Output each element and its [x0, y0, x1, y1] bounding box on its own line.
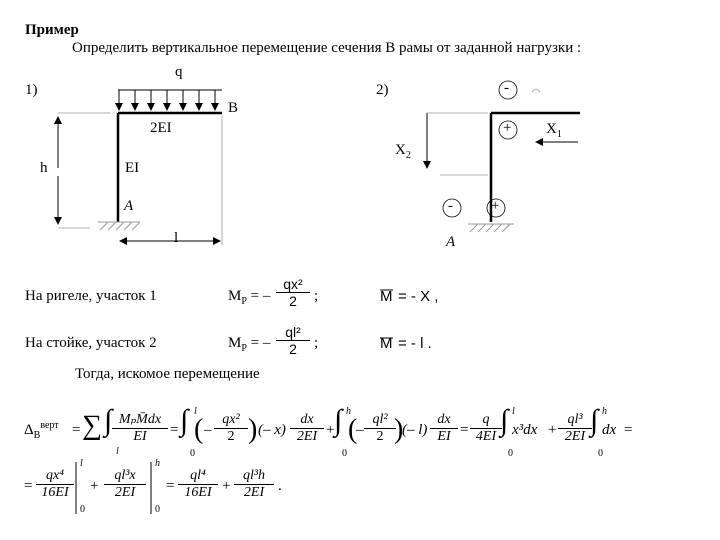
frac-mp-mbar: MₚM̄dx EI — [112, 412, 168, 445]
int3-upper: l — [512, 406, 515, 417]
sign-bottom-left: - — [448, 198, 453, 214]
row2-mbar-rhs: = - l . — [398, 335, 432, 352]
res-plus-1: + — [90, 478, 99, 494]
eq-3: = — [624, 422, 633, 438]
row1-sep: ; — [314, 288, 319, 304]
support2-label: A — [446, 234, 456, 250]
x1-letter: X — [546, 121, 557, 137]
column-stiffness: EI — [125, 160, 140, 176]
limit-sum: l — [116, 446, 119, 457]
res-frac-ql3h: $\frac{\text{ql³h}}{2EI}$ — [234, 468, 274, 501]
res-eq-0: = — [24, 478, 33, 494]
distributed-load-arrows — [119, 90, 215, 110]
paren-minus-l: (– l) — [402, 422, 428, 438]
height-label: h — [40, 160, 48, 176]
paren-minus-x: (– x) — [258, 422, 286, 438]
frac-ql2: $\frac{\text{ql²}}{2}$ — [364, 412, 396, 445]
res-plus-2: + — [222, 478, 231, 494]
length-label: l — [174, 230, 179, 246]
int4-upper: h — [602, 406, 607, 417]
frame1 — [58, 90, 222, 245]
res-limit-1-up: l — [80, 458, 83, 469]
x2-label — [395, 142, 411, 161]
support1-hatch — [100, 222, 140, 230]
int3-lower: 0 — [508, 448, 513, 459]
int2-upper: h — [346, 406, 351, 417]
minus-2: – — [356, 422, 364, 438]
eq-1: = — [170, 422, 179, 438]
row1-mp: $M_P$ = – — [228, 288, 271, 307]
integral-0: ∫ — [104, 404, 113, 437]
plus-2: + — [548, 422, 557, 438]
diagram2-number: 2) — [376, 82, 389, 98]
integral-1: ∫ — [180, 404, 189, 437]
x2-sub: 2 — [405, 150, 411, 161]
row2-sep: ; — [314, 335, 319, 351]
res-limit-1-low: 0 — [80, 504, 85, 515]
sign-corner: + — [503, 120, 512, 136]
row2-mbar: M — [380, 335, 393, 352]
open-paren-1: ( — [194, 414, 204, 445]
res-frac-ql3x: $\frac{\text{ql³x}}{2EI}$ — [104, 468, 146, 501]
diagram1-number: 1) — [25, 82, 38, 98]
res-frac-qx4: $\frac{\text{qx⁴}}{16EI}$ — [36, 468, 74, 501]
sign-bottom-right: + — [491, 198, 500, 214]
integral-3: ∫ — [500, 404, 509, 437]
point-b-label: B — [228, 100, 239, 116]
int4-lower: 0 — [598, 448, 603, 459]
int2-lower: 0 — [342, 448, 347, 459]
res-limit-2-low: 0 — [155, 504, 160, 515]
frac-ql3-2ei: $\frac{\text{ql³}}{2EI}$ — [558, 412, 592, 445]
frac-dx-ei: $\frac{dx}{EI}$ — [430, 412, 458, 445]
frac-qx2: $\frac{\text{qx²}}{2}$ — [214, 412, 248, 445]
beam-stiffness: 2EI — [150, 120, 172, 136]
eq-0: = — [72, 422, 81, 438]
row1-fraction: $\frac{\text{qx²}}{2}$ — [276, 276, 310, 309]
row2-text: На стойке, участок 2 — [25, 335, 157, 351]
res-limit-2-up: h — [155, 458, 160, 469]
support2-hatch — [470, 224, 510, 232]
close-paren-1: ) — [248, 414, 258, 445]
res-eq-1: = — [166, 478, 175, 494]
plus-1: + — [326, 422, 335, 438]
integral-4: ∫ — [590, 404, 599, 437]
int1-lower: 0 — [190, 448, 195, 459]
row1-text: На ригеле, участок 1 — [25, 288, 157, 304]
task-statement: Определить вертикальное перемещение сечения В рамы от заданной нагрузки : — [72, 40, 582, 56]
heading: Пример — [25, 22, 79, 38]
sum-symbol: ∑ — [82, 410, 102, 441]
close-paren-2: ) — [394, 414, 404, 445]
support1-label: A — [124, 198, 134, 214]
dx-final: dx — [602, 422, 617, 438]
integral-2: ∫ — [334, 404, 343, 437]
row2-fraction: $\frac{\text{ql²}}{2}$ — [276, 324, 310, 357]
res-frac-ql4: $\frac{\text{ql⁴}}{16EI}$ — [178, 468, 218, 501]
row1-mbar-rhs: = - X , — [398, 288, 439, 305]
x1-sub: 1 — [556, 129, 562, 140]
delta-symbol: $\Delta_B^{верт}$ — [24, 420, 59, 441]
then-text: Тогда, искомое перемещение — [75, 366, 260, 382]
x3dx: x³dx — [512, 422, 538, 438]
eq-2: = — [460, 422, 469, 438]
row2-mp: $M_P$ = – — [228, 335, 271, 354]
minus-1: – — [204, 422, 212, 438]
row1-mbar: M — [380, 288, 393, 305]
open-paren-2: ( — [348, 414, 358, 445]
res-end: . — [278, 478, 282, 494]
x1-label — [546, 121, 562, 140]
frac-dx-2ei: $\frac{dx}{2EI}$ — [290, 412, 324, 445]
int1-upper: l — [194, 406, 197, 417]
load-label: q — [175, 64, 183, 80]
frac-q-4ei: $\frac{q}{4EI}$ — [470, 412, 502, 445]
x2-letter: X — [395, 142, 406, 158]
sign-top: - — [504, 80, 509, 96]
